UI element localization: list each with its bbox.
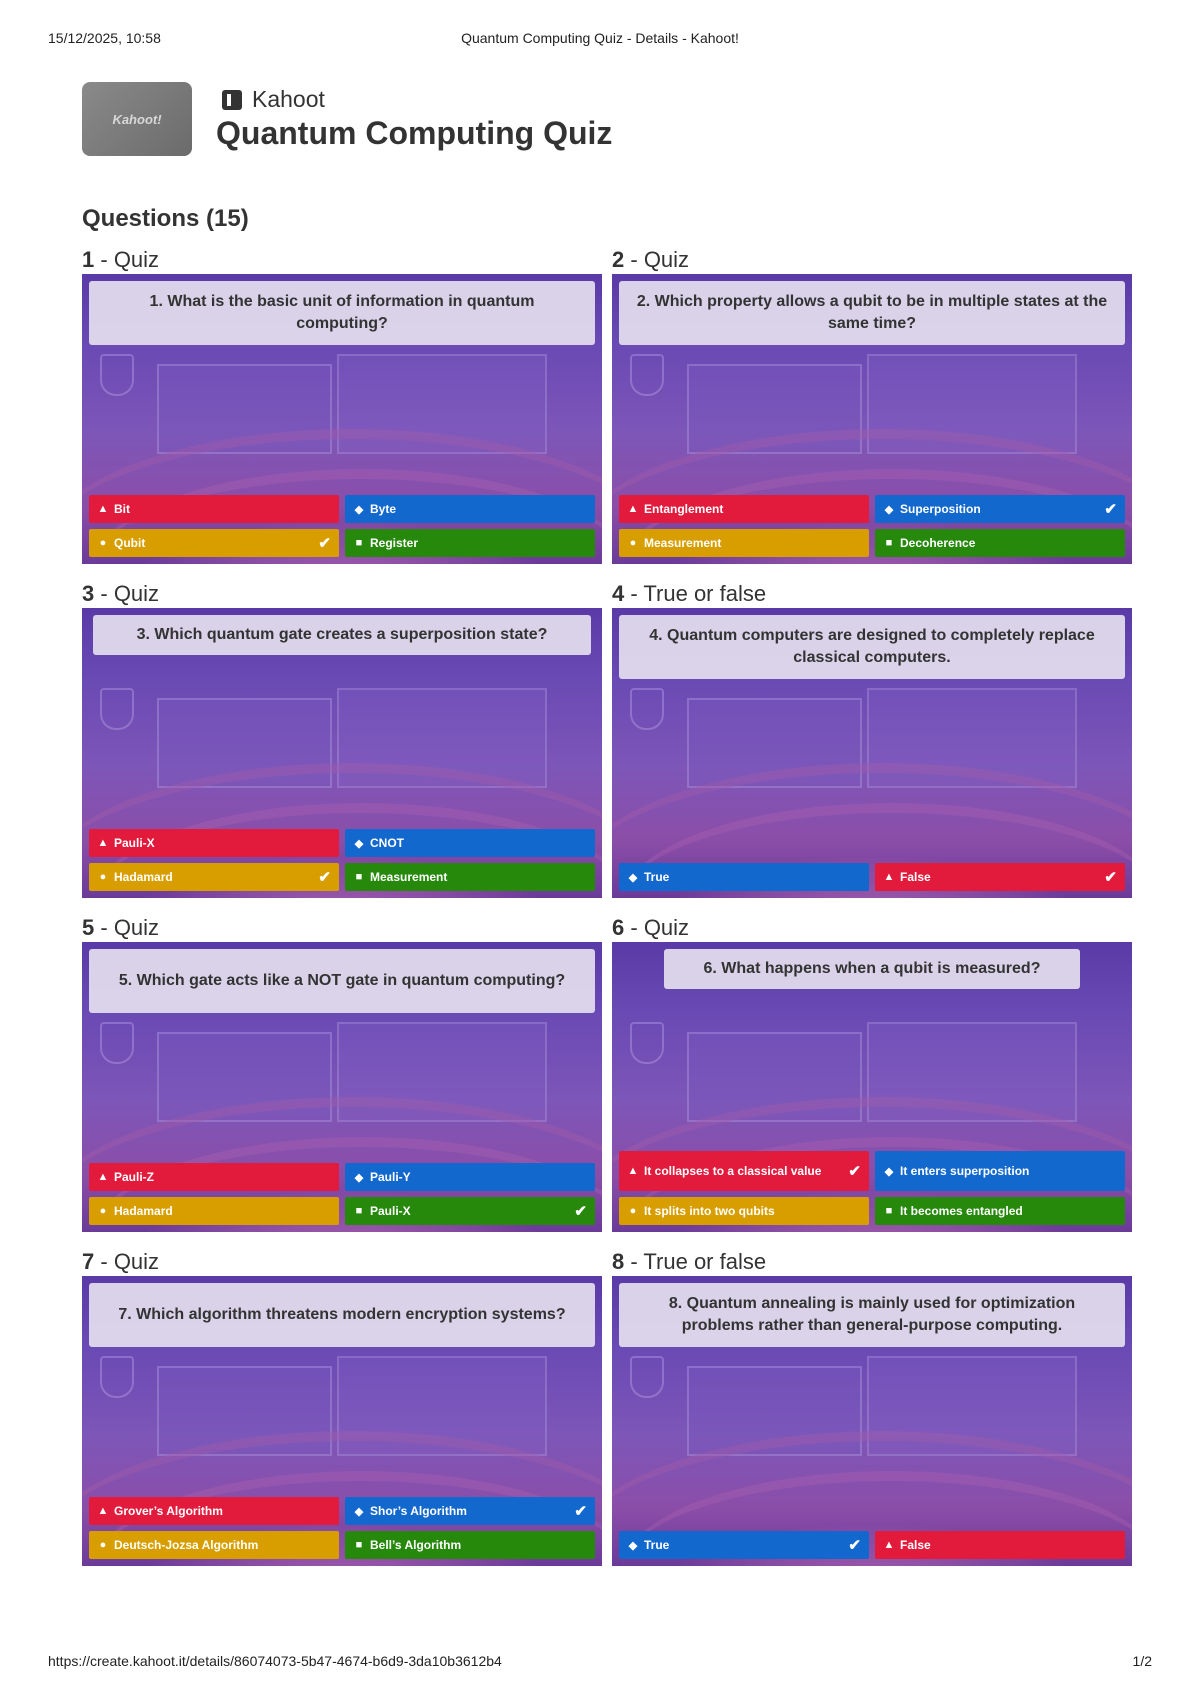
question-text: 7. Which algorithm threatens modern encryption systems?: [89, 1283, 595, 1347]
answer-option[interactable]: [875, 529, 1125, 557]
square-icon: ■: [355, 1539, 363, 1551]
slide-background-decoration: [630, 1022, 664, 1064]
answer-grid: [619, 863, 1125, 891]
answer-text: Grover’s Algorithm: [114, 1504, 223, 1518]
answer-option[interactable]: [875, 1531, 1125, 1559]
answer-option[interactable]: [89, 829, 339, 857]
check-icon: ✔: [848, 1537, 861, 1554]
answer-text: Entanglement: [644, 502, 724, 516]
triangle-icon: ▲: [883, 871, 895, 883]
triangle-icon: ▲: [627, 503, 639, 515]
triangle-icon: ▲: [883, 1539, 895, 1551]
question-text: 1. What is the basic unit of information in quantum computing?: [89, 281, 595, 345]
question-number: 8: [612, 1249, 625, 1274]
question-number: 7: [82, 1249, 95, 1274]
circle-icon: ●: [629, 1205, 637, 1217]
question-number: 6: [612, 915, 625, 940]
slide-background-decoration: [630, 688, 664, 730]
diamond-icon: ◆: [354, 1505, 364, 1518]
answer-text: Decoherence: [900, 536, 976, 550]
answer-option[interactable]: [89, 1531, 339, 1559]
slide-background-decoration: [100, 1022, 134, 1064]
check-icon: ✔: [318, 869, 331, 886]
diamond-icon: ◆: [628, 871, 638, 884]
question-slide: [612, 942, 1132, 1232]
kahoot-icon: [222, 90, 242, 110]
question-heading: [612, 1248, 1132, 1276]
circle-icon: ●: [629, 537, 637, 549]
diamond-icon: ◆: [354, 503, 364, 516]
question-heading-separator: -: [94, 915, 114, 940]
question-type: Quiz: [113, 581, 160, 606]
page-number: 1/2: [1132, 1653, 1152, 1669]
answer-grid: [619, 1151, 1125, 1225]
circle-icon: ●: [99, 871, 107, 883]
question-text: 3. Which quantum gate creates a superposition state?: [93, 615, 591, 655]
question-card[interactable]: [82, 1248, 602, 1566]
answer-grid: [619, 1531, 1125, 1559]
square-icon: ■: [355, 871, 363, 883]
triangle-icon: ▲: [97, 1505, 109, 1517]
quiz-cover-image: [82, 82, 192, 156]
slide-background-decoration: [100, 1356, 134, 1398]
answer-text: Register: [370, 536, 419, 550]
triangle-icon: ▲: [97, 837, 109, 849]
answer-option[interactable]: [345, 863, 595, 891]
question-text: 4. Quantum computers are designed to completely replace classical computers.: [619, 615, 1125, 679]
slide-background-decoration: [630, 354, 664, 396]
question-text: 5. Which gate acts like a NOT gate in quantum computing?: [89, 949, 595, 1013]
question-type: Quiz: [113, 247, 160, 272]
question-card[interactable]: [612, 1248, 1132, 1566]
answer-text: Pauli-X: [370, 1204, 411, 1218]
answer-grid: [619, 495, 1125, 557]
answer-option[interactable]: [345, 1163, 595, 1191]
answer-text: Superposition: [900, 502, 981, 516]
question-slide: [612, 1276, 1132, 1566]
question-number: 2: [612, 247, 625, 272]
answer-option[interactable]: [619, 495, 869, 523]
answer-option[interactable]: [345, 829, 595, 857]
answer-grid: [89, 1163, 595, 1225]
answer-grid: [89, 495, 595, 557]
answer-text: It collapses to a classical value: [644, 1164, 822, 1178]
question-text: 2. Which property allows a qubit to be in multiple states at the same time?: [619, 281, 1125, 345]
answer-option[interactable]: [619, 529, 869, 557]
answer-text: Byte: [370, 502, 397, 516]
answer-option[interactable]: [875, 1197, 1125, 1225]
diamond-icon: ◆: [354, 837, 364, 850]
answer-option[interactable]: [89, 495, 339, 523]
print-date: 15/12/2025, 10:58: [48, 30, 161, 46]
question-heading-separator: -: [624, 581, 644, 606]
print-header: [48, 30, 1152, 50]
print-doc-title: Quantum Computing Quiz - Details - Kahoot!: [461, 30, 739, 46]
answer-option[interactable]: [345, 1531, 595, 1559]
answer-text: Pauli-Y: [370, 1170, 411, 1184]
question-slide: [612, 608, 1132, 898]
question-heading-separator: -: [624, 915, 644, 940]
answer-text: It becomes entangled: [900, 1204, 1023, 1218]
answer-text: False: [900, 870, 931, 884]
answer-text: Bell’s Algorithm: [370, 1538, 462, 1552]
square-icon: ■: [355, 1205, 363, 1217]
answer-option[interactable]: [619, 1151, 869, 1191]
circle-icon: ●: [99, 537, 107, 549]
question-card[interactable]: [612, 580, 1132, 898]
square-icon: ■: [355, 537, 363, 549]
question-heading-separator: -: [94, 1249, 114, 1274]
answer-option[interactable]: [875, 1151, 1125, 1191]
diamond-icon: ◆: [884, 503, 894, 516]
answer-text: True: [644, 870, 670, 884]
diamond-icon: ◆: [884, 1165, 894, 1178]
question-card[interactable]: [82, 246, 602, 564]
question-heading-separator: -: [94, 581, 114, 606]
check-icon: ✔: [574, 1203, 587, 1220]
brand-name: Kahoot: [252, 86, 325, 112]
triangle-icon: ▲: [627, 1165, 639, 1177]
slide-background-decoration: [100, 688, 134, 730]
question-number: 1: [82, 247, 95, 272]
questions-heading: Questions (15): [82, 205, 249, 232]
triangle-icon: ▲: [97, 503, 109, 515]
diamond-icon: ◆: [354, 1171, 364, 1184]
question-slide: [82, 1276, 602, 1566]
square-icon: ■: [885, 1205, 893, 1217]
answer-option[interactable]: [875, 495, 1125, 523]
creator-brand: [222, 86, 325, 113]
question-slide: [82, 942, 602, 1232]
question-type: Quiz: [113, 1249, 160, 1274]
answer-option[interactable]: [345, 495, 595, 523]
print-footer: [48, 1653, 1152, 1673]
question-heading: [82, 246, 602, 274]
question-heading: [82, 580, 602, 608]
answer-grid: [89, 829, 595, 891]
slide-background-decoration: [100, 354, 134, 396]
question-type: Quiz: [643, 915, 690, 940]
diamond-icon: ◆: [628, 1539, 638, 1552]
question-card[interactable]: [82, 914, 602, 1232]
answer-option[interactable]: [345, 529, 595, 557]
quiz-title: Quantum Computing Quiz: [216, 115, 613, 151]
question-heading-separator: -: [624, 1249, 644, 1274]
question-type: True or false: [643, 1249, 767, 1274]
answer-text: True: [644, 1538, 670, 1552]
slide-background-decoration: [630, 1356, 664, 1398]
question-type: True or false: [643, 581, 767, 606]
question-type: Quiz: [113, 915, 160, 940]
answer-text: Measurement: [370, 870, 448, 884]
answer-option[interactable]: [89, 529, 339, 557]
question-heading: [82, 1248, 602, 1276]
question-heading: [82, 914, 602, 942]
question-heading: [612, 580, 1132, 608]
answer-text: Bit: [114, 502, 130, 516]
answer-grid: [89, 1497, 595, 1559]
answer-option[interactable]: [89, 1197, 339, 1225]
answer-option[interactable]: [875, 863, 1125, 891]
question-number: 3: [82, 581, 95, 606]
answer-text: Qubit: [114, 536, 146, 550]
question-card[interactable]: [612, 246, 1132, 564]
answer-option[interactable]: [345, 1497, 595, 1525]
circle-icon: ●: [99, 1205, 107, 1217]
answer-text: Pauli-Z: [114, 1170, 155, 1184]
question-heading: [612, 246, 1132, 274]
question-slide: [82, 608, 602, 898]
answer-option[interactable]: [619, 863, 869, 891]
answer-option[interactable]: [345, 1197, 595, 1225]
question-slide: [612, 274, 1132, 564]
answer-option[interactable]: [619, 1531, 869, 1559]
question-number: 5: [82, 915, 95, 940]
question-text: 8. Quantum annealing is mainly used for optimization problems rather than general-purpose computing.: [619, 1283, 1125, 1347]
answer-text: CNOT: [370, 836, 404, 850]
cover-logo-text: Kahoot!: [112, 111, 162, 127]
question-card[interactable]: [612, 914, 1132, 1232]
answer-text: Deutsch-Jozsa Algorithm: [114, 1538, 259, 1552]
circle-icon: ●: [99, 1539, 107, 1551]
check-icon: ✔: [318, 535, 331, 552]
answer-text: It enters superposition: [900, 1164, 1030, 1178]
check-icon: ✔: [1104, 501, 1117, 518]
question-heading: [612, 914, 1132, 942]
answer-option[interactable]: [619, 1197, 869, 1225]
answer-text: False: [900, 1538, 931, 1552]
question-card[interactable]: [82, 580, 602, 898]
triangle-icon: ▲: [97, 1171, 109, 1183]
question-heading-separator: -: [94, 247, 114, 272]
question-heading-separator: -: [624, 247, 644, 272]
check-icon: ✔: [1104, 869, 1117, 886]
print-url: https://create.kahoot.it/details/86074073-5b47-4674-b6d9-3da10b3612b4: [48, 1653, 502, 1669]
answer-text: It splits into two qubits: [644, 1204, 775, 1218]
question-slide: [82, 274, 602, 564]
check-icon: ✔: [848, 1163, 861, 1180]
answer-option[interactable]: [89, 1163, 339, 1191]
answer-text: Pauli-X: [114, 836, 155, 850]
answer-text: Hadamard: [114, 870, 173, 884]
question-number: 4: [612, 581, 625, 606]
square-icon: ■: [885, 537, 893, 549]
question-type: Quiz: [643, 247, 690, 272]
answer-option[interactable]: [89, 863, 339, 891]
question-text: 6. What happens when a qubit is measured?: [664, 949, 1080, 989]
answer-text: Shor’s Algorithm: [370, 1504, 467, 1518]
check-icon: ✔: [574, 1503, 587, 1520]
answer-text: Measurement: [644, 536, 722, 550]
answer-option[interactable]: [89, 1497, 339, 1525]
answer-text: Hadamard: [114, 1204, 173, 1218]
